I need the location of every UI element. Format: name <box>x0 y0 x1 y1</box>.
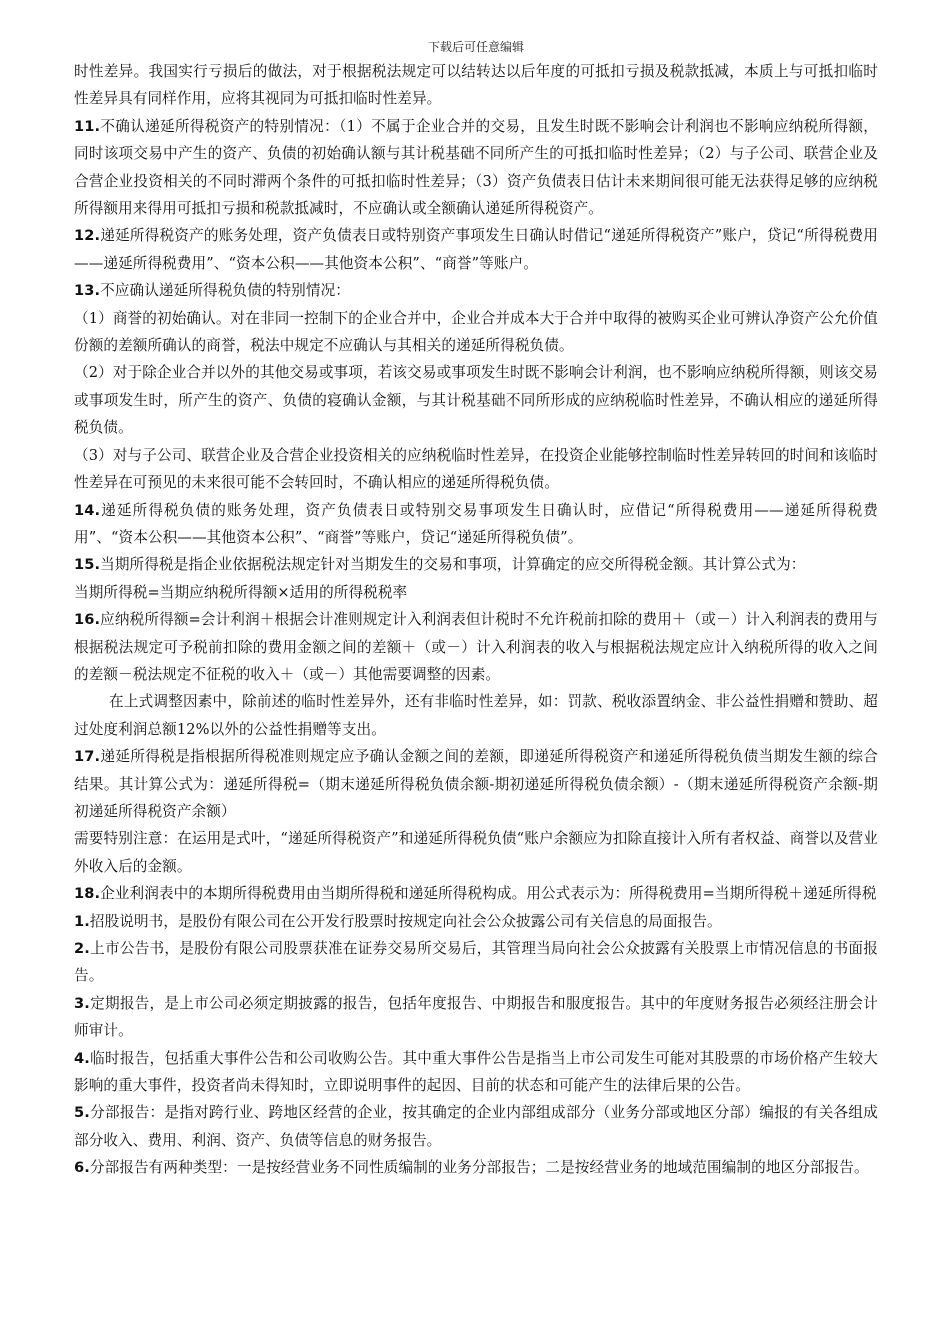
item-number: 2. <box>74 940 90 957</box>
paragraph <box>74 442 878 497</box>
paragraph-text: 不确认递延所得税资产的特别情况：（1）不属于企业合并的交易，且发生时既不影响会计利润也不影响应纳税所得额，同时该项交易中产生的资产、负债的初始确认额与其计税基础不同所产生的可抵扣临时性差异；（2）与子公司、联营企业及合营企业投资相关的不同时滞两个条件的可抵扣临时性差异；（3）资产负债表日估计未来期间很可能无法获得足够的应纳税所得额用来得用可抵扣亏损和税款抵减时，不应确认或全额确认递延所得税资产。 <box>74 117 878 218</box>
paragraph-text: （2）对于除企业合并以外的其他交易或事项，若该交易或事项发生时既不影响会计利润，也不影响应纳税所得额，则该交易或事项发生时，所产生的资产、负债的寝确认金额，与其计税基础不同所形成的应纳税临时性差异，不确认相应的递延所得税负债。 <box>74 364 878 437</box>
paragraph <box>74 908 878 935</box>
paragraph <box>74 743 878 825</box>
paragraph-text: 递延所得税负债的账务处理，资产负债表日或特别交易事项发生日确认时，应借记“所得税费用——递延所得税费用”、“资本公积——其他资本公积”、“商誉”等账户，贷记“递延所得税负债”。 <box>74 501 878 546</box>
paragraph-text: 应纳税所得额=会计利润＋根据会计准则规定计入利润表但计税时不允许税前扣除的费用＋（或－）计入利润表的费用与根据税法规定可予税前扣除的费用金额之间的差额＋（或－）计入利润表的收入与根据税法规定应计入纳税所得的收入之间的差额－税法规定不征税的收入＋（或－）其他需要调整的因素。 <box>74 611 878 683</box>
item-number: 14. <box>74 501 101 519</box>
item-number: 11. <box>74 117 101 135</box>
paragraph-text: 当期所得税是指企业依据税法规定针对当期发生的交易和事项，计算确定的应交所得税金额。其计算公式为： <box>100 556 806 574</box>
paragraph-text: 当期所得税=当期应纳税所得额×适用的所得税税率 <box>74 583 408 601</box>
paragraph <box>74 113 878 223</box>
paragraph <box>74 825 878 880</box>
paragraph-text: 在上式调整因素中，除前述的临时性差异外，还有非临时性差异，如：罚款、税收添置纳金、非公益性捐赠和赞助、超过处度利润总额12%以外的公益性捐赠等支出。 <box>74 693 878 738</box>
paragraph <box>74 1045 878 1100</box>
paragraph <box>74 277 878 304</box>
paragraph <box>74 579 878 606</box>
item-number: 16. <box>74 611 101 629</box>
paragraph <box>74 1099 878 1154</box>
item-number: 6. <box>74 1159 90 1177</box>
paragraph <box>74 935 878 990</box>
paragraph-text: 分部报告有两种类型：一是按经营业务不同性质编制的业务分部报告；二是按经营业务的地域范围编制的地区分部报告。 <box>89 1159 869 1177</box>
paragraph-text: 需要特别注意：在运用是式叶，“递延所得税资产”和递延所得税负债“账户余额应为扣除直接计入所有者权益、商誉以及营业外收入后的金额。 <box>74 830 878 875</box>
paragraph-text: 临时报告，包括重大事件公告和公司收购公告。其中重大事件公告是指当上市公司发生可能对其股票的市场价格产生较大影响的重大事件，投资者尚未得知时，立即说明事件的起因、目前的状态和可能产生的法律后果的公告。 <box>74 1049 878 1095</box>
paragraph <box>74 1154 878 1181</box>
paragraph <box>74 359 878 441</box>
paragraph-text: 时性差异。我国实行亏损后的做法，对于根据税法规定可以结转达以后年度的可抵扣亏损及税款抵减，本质上与可抵扣临时性差异具有同样作用，应将其视同为可抵扣临时性差异。 <box>74 63 878 108</box>
page-header: 下载后可任意编辑 <box>427 40 524 54</box>
paragraph <box>74 551 878 578</box>
item-number: 17. <box>74 748 101 766</box>
paragraph <box>74 58 878 113</box>
paragraph <box>74 606 878 688</box>
item-number: 15. <box>74 556 101 574</box>
paragraph-text: 定期报告，是上市公司必须定期披露的报告，包括年度报告、中期报告和服度报告。其中的年度财务报告必须经注册会计师审计。 <box>74 994 878 1040</box>
paragraph <box>74 880 878 907</box>
document-body <box>74 58 878 1182</box>
item-number: 18. <box>74 885 101 903</box>
item-number: 3. <box>74 994 90 1012</box>
paragraph <box>74 497 878 552</box>
paragraph-text: 企业利润表中的本期所得税费用由当期所得税和递延所得税构成。用公式表示为：所得税费用=当期所得税＋递延所得税 <box>100 885 877 903</box>
paragraph-text: 递延所得税是指根据所得税准则规定应予确认金额之间的差额，即递延所得税资产和递延所得税负债当期发生额的综合结果。其计算公式为：递延所得税=（期末递延所得税负债余额-期初递延所得税负债余额）-（期末递延所得税资产余额-期初递延所得税资产余额） <box>74 748 878 820</box>
paragraph-text: 不应确认递延所得税负债的特别情况： <box>100 282 350 300</box>
paragraph <box>74 222 878 277</box>
paragraph-text: 分部报告：是指对跨行业、跨地区经营的企业，按其确定的企业内部组成部分（业务分部或地区分部）编报的有关各组成部分收入、费用、利润、资产、负债等信息的财务报告。 <box>74 1104 878 1149</box>
paragraph-text: （1）商誉的初始确认。对在非同一控制下的企业合并中，企业合并成本大于合并中取得的被购买企业可辨认净资产公允价值份额的差额所确认的商誉，税法中规定不应确认与其相关的递延所得税负债。 <box>74 309 878 355</box>
paragraph-text: 招股说明书，是股份有限公司在公开发行股票时按规定向社会公众披露公司有关信息的局面报告。 <box>89 912 722 930</box>
item-number: 12. <box>74 227 101 245</box>
item-number: 13. <box>74 282 101 300</box>
item-number: 5. <box>74 1104 90 1122</box>
paragraph <box>74 688 878 743</box>
paragraph-text: 递延所得税资产的账务处理，资产负债表日或特别资产事项发生日确认时借记“递延所得税资产”账户，贷记“所得税费用——递延所得税费用”、“资本公积——其他资本公积”、“商誉”等账户。 <box>74 227 878 272</box>
item-number: 4. <box>74 1049 90 1067</box>
item-number: 1. <box>74 912 90 930</box>
paragraph <box>74 990 878 1045</box>
paragraph <box>74 305 878 360</box>
paragraph-text: （3）对与子公司、联营企业及合营企业投资相关的应纳税临时性差异，在投资企业能够控制临时性差异转回的时间和该临时性差异在可预见的未来很可能不会转回时，不确认相应的递延所得税负债。 <box>74 446 878 492</box>
paragraph-text: 上市公告书，是股份有限公司股票获准在证券交易所交易后，其管理当局向社会公众披露有关股票上市情况信息的书面报告。 <box>74 940 878 985</box>
